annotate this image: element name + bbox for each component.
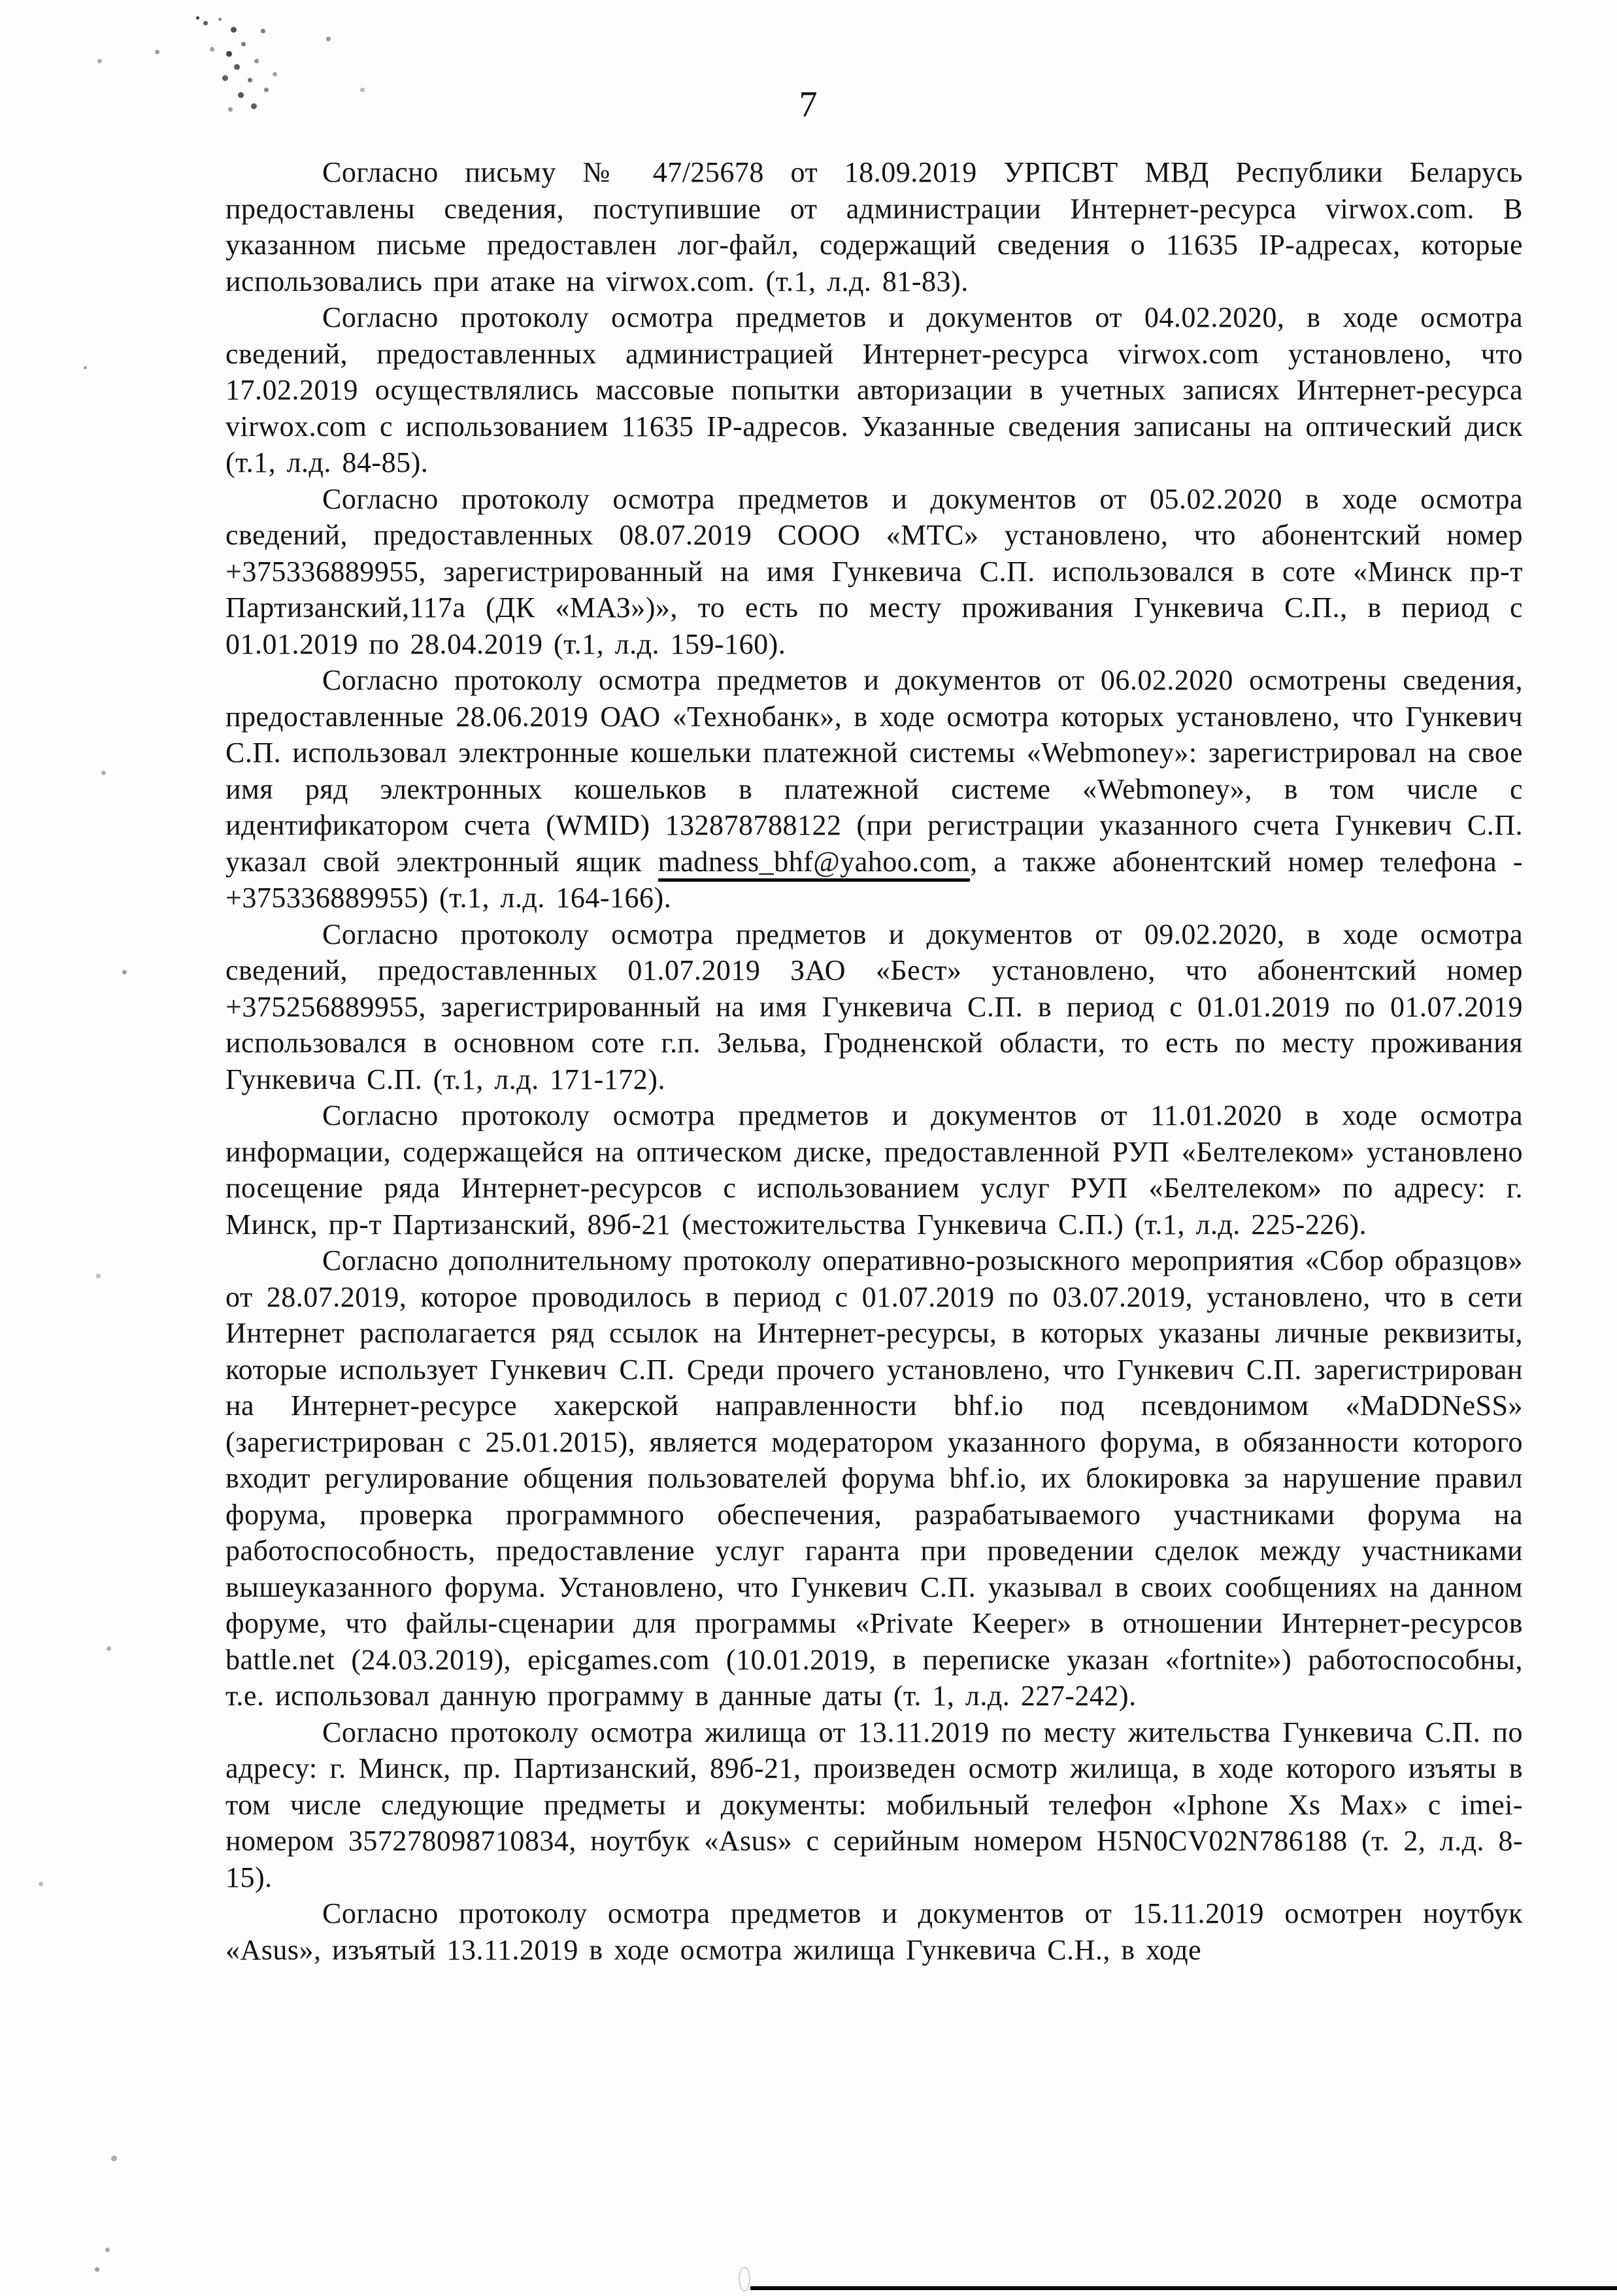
paragraph-orm-sbor-obraztsov: Согласно дополнительному протоколу оперативно-розыскного мероприятия «Сбор образцов» от 28.07.2019, которое проводилось в период с 01.07.2019 по 03.07.2019, установлено, что в сети Интернет располагается ряд ссылок на Интернет-ресурсы, в которых указаны личные реквизиты, которые использует Гункевич С.П. Среди прочего установлено, что Гункевич С.П. зарегистрирован на Интернет-ресурсе хакерской направленности bhf.io под псевдонимом «MaDDNeSS» (зарегистрирован с 25.01.2015), является модератором указанного форума, в обязанности которого входит регулирование общения пользователей форума bhf.io, их блокировка за нарушение правил форума, проверка программного обеспечения, разрабатываемого участниками форума на работоспособность, предоставление услуг гаранта при проведении сделок между участниками вышеуказанного форума. Установлено, что Гункевич С.П. указывал в своих сообщениях на данном форуме, что файлы-сценарии для программы «Private Keeper» в отношении Интернет-ресурсов battle.net (24.03.2019), epicgames.com (10.01.2019, в переписке указан «fortnite») работоспособны, т.е. использовал данную программу в данные даты (т. 1, л.д. 227-242). bbox=[225, 1244, 1523, 1712]
paragraph-protocol-04-02-2020: Согласно протоколу осмотра предметов и документов от 04.02.2020, в ходе осмотра сведений, предоставленных администрацией Интернет-ресурса virwox.com установлено, что 17.02.2019 осуществлялись массовые попытки авторизации в учетных записях Интернет-ресурса virwox.com с использованием 11635 IP-адресов. Указанные сведения записаны на оптический диск (т.1, л.д. 84-85). bbox=[225, 301, 1523, 478]
paragraph-letter-virwox: Согласно письму № 47/25678 от 18.09.2019 УРПСВТ МВД Республики Беларусь предоставлены сведения, поступившие от администрации Интернет-ресурса virwox.com. В указанном письме предоставлен лог-файл, содержащий сведения о 11635 IP-адресах, которые использовались при атаке на virwox.com. (т.1, л.д. 81-83). bbox=[225, 156, 1523, 297]
scan-artifact-blob bbox=[739, 2267, 750, 2291]
paragraph-protocol-05-02-2020-mts: Согласно протоколу осмотра предметов и документов от 05.02.2020 в ходе осмотра сведений, предоставленных 08.07.2019 СООО «МТС» установлено, что абонентский номер +375336889955, зарегистрированный на имя Гункевича С.П. использовался в соте «Минск пр-т Партизанский,117а (ДК «МАЗ»)», то есть по месту проживания Гункевича С.П., в период с 01.01.2019 по 28.04.2019 (т.1, л.д. 159-160). bbox=[225, 482, 1523, 660]
paragraph-text-before-email: Согласно протоколу осмотра предметов и документов от 06.02.2020 осмотрены сведения, предоставленные 28.06.2019 ОАО «Технобанк», в ходе осмотра которых установлено, что Гункевич С.П. использовал электронные кошельки платежной системы «Webmoney»: зарегистрировал на свое имя ряд электронных кошельков в платежной системе «Webmoney», в том числе с идентификатором счета (WMID) 132878788122 (при регистрации указанного счета Гункевич С.П. указал свой электронный ящик bbox=[225, 664, 1523, 878]
ink-smudge-artifact bbox=[196, 16, 199, 20]
margin-speck-artifacts bbox=[84, 366, 87, 369]
document-body bbox=[225, 154, 1523, 1968]
email-address: madness_bhf@yahoo.com bbox=[658, 846, 970, 882]
paragraph-home-inspection-13-11-2019: Согласно протоколу осмотра жилища от 13.11.2019 по месту жительства Гункевича С.П. по адресу: г. Минск, пр. Партизанский, 89б-21, произведен осмотр жилища, в ходе которого изъяты в том числе следующие предметы и документы: мобильный телефон «Iphone Xs Max» с imei-номером 357278098710834, ноутбук «Asus» с серийным номером H5N0CV02N786188 (т. 2, л.д. 8-15). bbox=[225, 1716, 1523, 1893]
page-number: 7 bbox=[799, 84, 818, 125]
paragraph-laptop-inspection-15-11-2019: Согласно протоколу осмотра предметов и документов от 15.11.2019 осмотрен ноутбук «Asus», изъятый 13.11.2019 в ходе осмотра жилища Гункевича С.Н., в ходе bbox=[225, 1897, 1523, 1966]
paragraph-protocol-06-02-2020-technobank bbox=[225, 662, 1523, 916]
scan-artifact-line bbox=[750, 2286, 1617, 2290]
paragraph-text-after-email: , а также абонентский номер телефона - +375336889955) (т.1, л.д. 164-166). bbox=[225, 845, 1523, 914]
paragraph-protocol-11-01-2020-beltelecom: Согласно протоколу осмотра предметов и документов от 11.01.2020 в ходе осмотра информации, содержащейся на оптическом диске, предоставленной РУП «Белтелеком» установлено посещение ряда Интернет-ресурсов с использованием услуг РУП «Белтелеком» по адресу: г. Минск, пр-т Партизанский, 89б-21 (местожительства Гункевича С.П.) (т.1, л.д. 225-226). bbox=[225, 1099, 1523, 1240]
paragraph-protocol-09-02-2020-best: Согласно протоколу осмотра предметов и документов от 09.02.2020, в ходе осмотра сведений, предоставленных 01.07.2019 ЗАО «Бест» установлено, что абонентский номер +375256889955, зарегистрированный на имя Гункевича С.П. в период с 01.01.2019 по 01.07.2019 использовался в основном соте г.п. Зельва, Гродненской области, то есть по месту проживания Гункевича С.П. (т.1, л.д. 171-172). bbox=[225, 918, 1523, 1095]
